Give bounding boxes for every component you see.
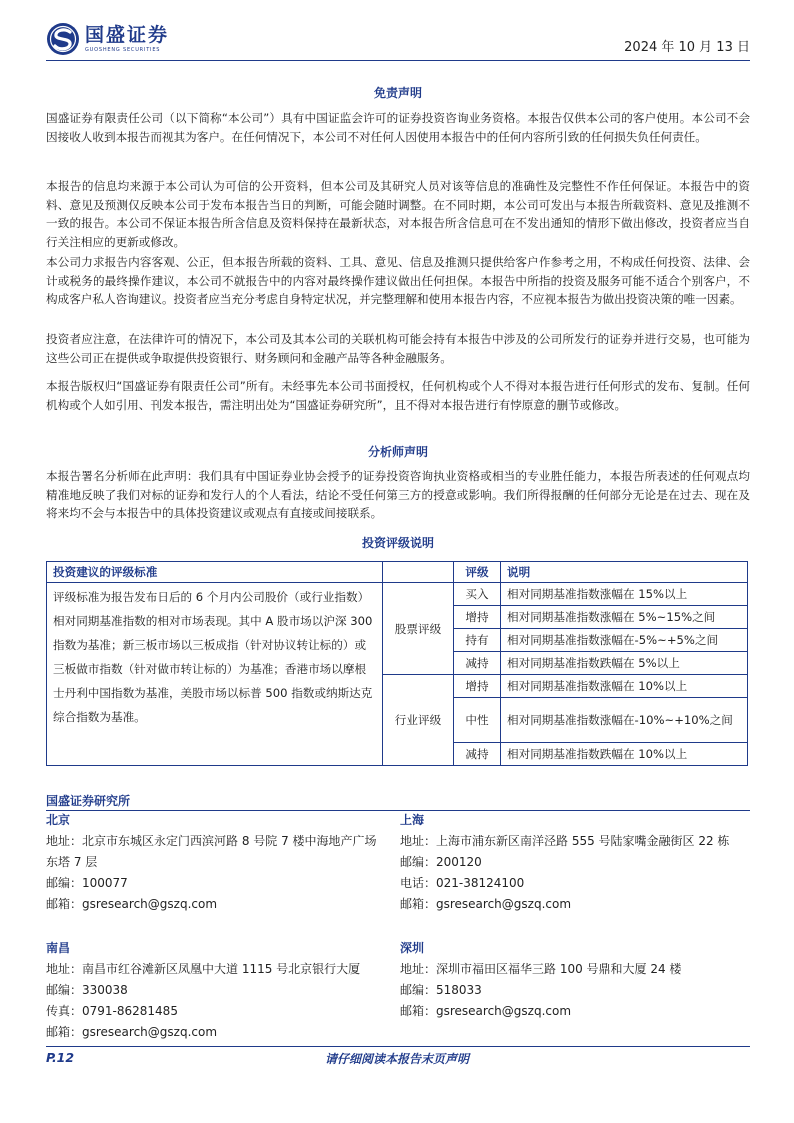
office-address: 地址：上海市浦东新区南洋泾路 555 号陆家嘴金融街区 22 栋 <box>400 834 730 848</box>
company-logo <box>46 22 169 56</box>
disclaimer-paragraph: 本公司力求报告内容客观、公正，但本报告所载的资料、工具、意见、信息及推测只提供给客户作参考之用，不构成任何投资、法律、会计或税务的最终操作建议，本公司不就报告中的内容对最终操作建议做出任何担保。本报告中所指的投资及服务可能不适合个别客户，不构成客户私人咨询建议。投资者应当充分考虑自身特定状况，并完整理解和使用本报告内容，不应视本报告为做出投资决策的唯一因素。 <box>46 255 750 306</box>
office-zip: 邮编：200120 <box>400 855 482 869</box>
rating-standard-text: 评级标准为报告发布日后的 6 个月内公司股价（或行业指数）相对同期基准指数的相对市场表现。其中 A 股市场以沪深 300 指数为基准；新三板市场以三板成指（针对协议转让标的）或三板做市指数（针对做市转让标的）为基准；香港市场以摩根士丹利中国指数为基准，美股市场以标普 500 指数或纳斯达克综合指数为基准。 <box>47 583 383 766</box>
rating-header-rating: 评级 <box>454 562 501 583</box>
page-header <box>46 22 750 58</box>
logo-mark-icon <box>46 22 80 56</box>
rating-table <box>46 561 748 766</box>
rating-cell: 中性 <box>454 698 501 743</box>
rating-cell: 增持 <box>454 675 501 698</box>
beijing-office <box>46 810 386 915</box>
rating-cell: 减持 <box>454 743 501 766</box>
rating-desc-cell: 相对同期基准指数涨幅在-10%~+10%之间 <box>501 698 748 743</box>
disclaimer-paragraph: 投资者应注意，在法律许可的情况下，本公司及其本公司的关联机构可能会持有本报告中涉及的公司所发行的证券并进行交易，也可能为这些公司正在提供或争取提供投资银行、财务顾问和金融产品等各种金融服务。 <box>46 332 750 365</box>
logo-text: 国盛证券 <box>85 23 170 46</box>
rating-desc-cell: 相对同期基准指数跌幅在 10%以上 <box>501 743 748 766</box>
office-zip: 邮编：330038 <box>46 983 128 997</box>
rating-title: 投资评级说明 <box>361 536 434 550</box>
rating-desc-cell: 相对同期基准指数涨幅在 10%以上 <box>501 675 748 698</box>
office-email: 邮箱：gsresearch@gszq.com <box>400 897 572 911</box>
disclaimer-paragraph: 国盛证券有限责任公司（以下简称“本公司”）具有中国证监会许可的证券投资咨询业务资格。本报告仅供本公司的客户使用。本公司不会因接收人收到本报告而视其为客户。在任何情况下，本公司不对任何人因使用本报告中的任何内容所引致的任何损失负任何责任。 <box>46 111 750 144</box>
page-number: P.12 <box>46 1050 75 1065</box>
rating-desc-cell: 相对同期基准指数跌幅在 5%以上 <box>501 652 748 675</box>
office-address: 地址：深圳市福田区福华三路 100 号鼎和大厦 24 楼 <box>400 962 682 976</box>
office-zip: 邮编：100077 <box>46 876 128 890</box>
office-city: 上海 <box>400 813 425 827</box>
office-address: 地址：南昌市红谷滩新区凤凰中大道 1115 号北京银行大厦 <box>46 962 361 976</box>
disclaimer-paragraph: 本报告的信息均来源于本公司认为可信的公开资料，但本公司及其研究人员对该等信息的准确性及完整性不作任何保证。本报告中的资料、意见及预测仅反映本公司于发布本报告当日的判断，可能会随时调整。在不同时期，本公司可发出与本报告所载资料、意见及推测不一致的报告。本公司不保证本报告所含信息及资料保持在最新状态，对本报告所含信息可在不发出通知的情形下做出修改，投资者应当自行关注相应的更新或修改。 <box>46 179 750 249</box>
office-city: 北京 <box>46 813 71 827</box>
rating-header-desc: 说明 <box>501 562 748 583</box>
analyst-title: 分析师声明 <box>367 445 428 459</box>
rating-desc-cell: 相对同期基准指数涨幅在 15%以上 <box>501 583 748 606</box>
analyst-statement: 本报告署名分析师在此声明：我们具有中国证券业协会授予的证券投资咨询执业资格或相当的专业胜任能力，本报告所表述的任何观点均精准地反映了我们对标的证券和发行人的个人看法，结论不受任何第三方的授意或影响。我们所得报酬的任何部分无论是在过去、现在及将来均不会与本报告中的具体投资建议或观点有直接或间接联系。 <box>46 469 750 520</box>
rating-desc-cell: 相对同期基准指数涨幅在 5%~15%之间 <box>501 606 748 629</box>
office-address: 地址：北京市东城区永定门西滨河路 8 号院 7 楼中海地产广场东塔 7 层 <box>46 834 377 869</box>
rating-header-standard: 投资建议的评级标准 <box>47 562 383 583</box>
nanchang-office <box>46 938 386 1043</box>
office-city: 南昌 <box>46 941 71 955</box>
rating-cell: 持有 <box>454 629 501 652</box>
office-phone: 电话：021-38124100 <box>400 876 525 890</box>
office-zip: 邮编：518033 <box>400 983 482 997</box>
footer-divider <box>46 1046 750 1047</box>
industry-rating-group: 行业评级 <box>383 675 454 766</box>
stock-rating-group: 股票评级 <box>383 583 454 675</box>
header-divider <box>46 60 750 61</box>
report-date: 2024 年 10 月 13 日 <box>624 40 750 55</box>
shenzhen-office <box>400 938 750 1022</box>
rating-cell: 增持 <box>454 606 501 629</box>
rating-header-blank <box>383 562 454 583</box>
office-fax: 传真：0791-86281485 <box>46 1004 178 1018</box>
rating-cell: 买入 <box>454 583 501 606</box>
research-institute-title: 国盛证券研究所 <box>46 794 131 808</box>
shanghai-office <box>400 810 750 915</box>
disclaimer-title: 免责声明 <box>373 86 422 100</box>
disclaimer-paragraph: 本报告版权归“国盛证券有限责任公司”所有。未经事先本公司书面授权，任何机构或个人不得对本报告进行任何形式的发布、复制。任何机构或个人如引用、刊发本报告，需注明出处为“国盛证券研究所”，且不得对本报告进行有悖原意的删节或修改。 <box>46 379 750 412</box>
logo-subtext: GUOSHENG SECURITIES <box>85 46 161 53</box>
office-email: 邮箱：gsresearch@gszq.com <box>400 1004 572 1018</box>
office-email: 邮箱：gsresearch@gszq.com <box>46 1025 218 1039</box>
footer-note: 请仔细阅读本报告末页声明 <box>324 1052 469 1066</box>
office-city: 深圳 <box>400 941 425 955</box>
rating-cell: 减持 <box>454 652 501 675</box>
rating-desc-cell: 相对同期基准指数涨幅在-5%~+5%之间 <box>501 629 748 652</box>
office-email: 邮箱：gsresearch@gszq.com <box>46 897 218 911</box>
